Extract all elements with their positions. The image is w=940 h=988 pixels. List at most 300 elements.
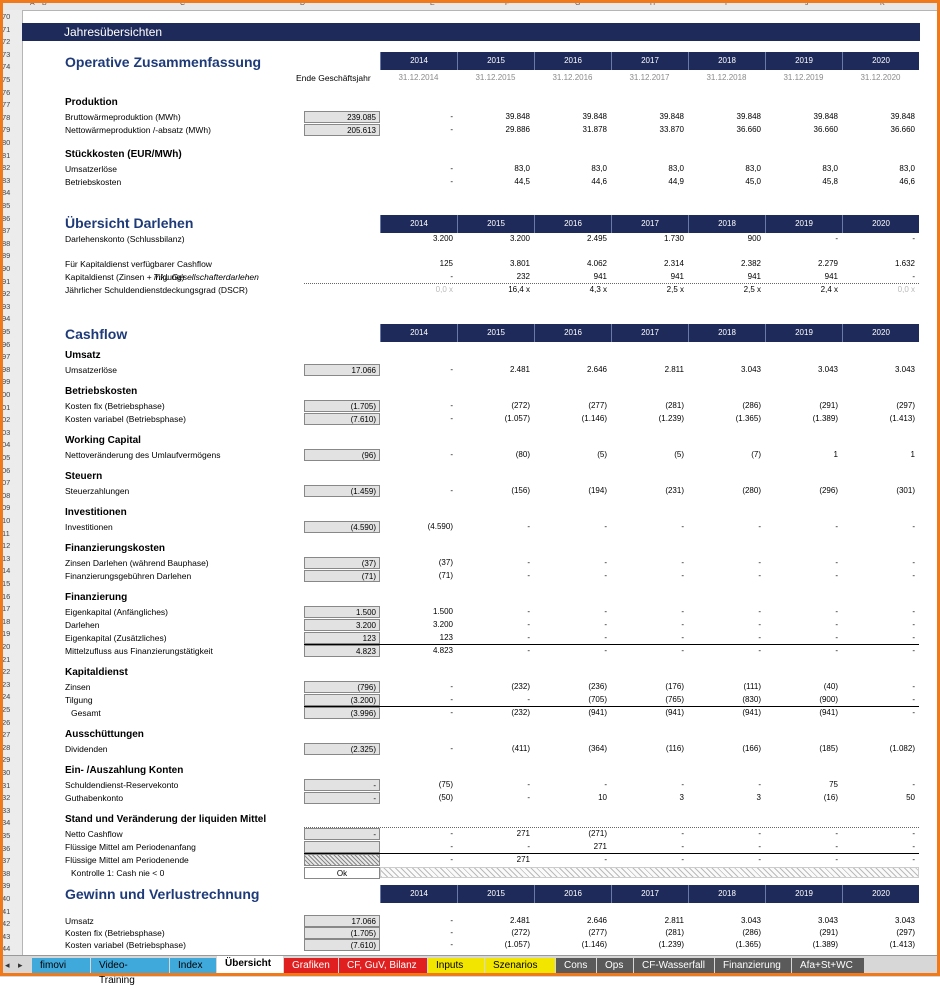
- value-cell[interactable]: 3.801: [509, 259, 530, 268]
- value-cell[interactable]: -: [758, 607, 761, 616]
- input-cell[interactable]: 1.500: [304, 606, 380, 618]
- value-cell[interactable]: 46,6: [899, 177, 915, 186]
- row-number[interactable]: 97: [2, 352, 11, 362]
- value-cell[interactable]: 1.500: [432, 607, 453, 616]
- input-cell[interactable]: (4.590): [304, 521, 380, 533]
- value-cell[interactable]: -: [912, 780, 915, 789]
- value-cell[interactable]: (1.239): [658, 940, 684, 949]
- value-cell[interactable]: 44,5: [514, 177, 530, 186]
- value-cell[interactable]: -: [835, 842, 838, 851]
- value-cell[interactable]: (1.365): [735, 414, 761, 423]
- sheet-tab[interactable]: fimovi: [32, 958, 90, 973]
- row-number[interactable]: 00: [2, 390, 11, 399]
- row-number[interactable]: 85: [2, 201, 11, 210]
- value-cell[interactable]: (291): [819, 928, 838, 937]
- row-number[interactable]: 34: [2, 818, 11, 828]
- input-cell[interactable]: 239.085: [304, 111, 380, 123]
- value-cell[interactable]: -: [835, 633, 838, 642]
- value-cell[interactable]: 4,3 x: [589, 285, 607, 294]
- value-cell[interactable]: 3.043: [740, 365, 761, 374]
- value-cell[interactable]: 2.314: [663, 259, 684, 268]
- value-cell[interactable]: (71): [438, 571, 453, 580]
- input-cell[interactable]: (7.610): [304, 413, 380, 425]
- input-cell[interactable]: Ok: [304, 867, 380, 879]
- row-number[interactable]: 37: [2, 856, 11, 866]
- value-cell[interactable]: 83,0: [822, 164, 838, 173]
- input-cell[interactable]: 17.066: [304, 915, 380, 927]
- value-cell[interactable]: 941: [593, 272, 607, 281]
- sheet-tab[interactable]: Grafiken: [284, 958, 338, 973]
- row-number[interactable]: 94: [2, 314, 11, 324]
- value-cell[interactable]: 29.886: [505, 125, 530, 134]
- value-cell[interactable]: (411): [511, 744, 530, 753]
- row-number[interactable]: 41: [2, 906, 11, 916]
- value-cell[interactable]: (900): [819, 695, 838, 704]
- row-number[interactable]: 32: [2, 793, 11, 803]
- row-number[interactable]: 26: [2, 717, 11, 727]
- value-cell[interactable]: 3.043: [817, 365, 838, 374]
- input-cell[interactable]: (71): [304, 570, 380, 582]
- value-cell[interactable]: 3: [679, 793, 684, 802]
- value-cell[interactable]: -: [758, 522, 761, 531]
- row-number[interactable]: 31: [2, 780, 11, 790]
- value-cell[interactable]: 39.848: [582, 112, 607, 121]
- value-cell[interactable]: -: [604, 571, 607, 580]
- value-cell[interactable]: 83,0: [668, 164, 684, 173]
- value-cell[interactable]: (1.057): [504, 414, 530, 423]
- input-cell[interactable]: (7.610): [304, 939, 380, 951]
- value-cell[interactable]: (1.389): [812, 940, 838, 949]
- value-cell[interactable]: (941): [819, 708, 838, 717]
- value-cell[interactable]: (301): [896, 486, 915, 495]
- row-number[interactable]: 14: [2, 566, 11, 576]
- value-cell[interactable]: -: [835, 571, 838, 580]
- value-cell[interactable]: -: [450, 177, 453, 186]
- row-number[interactable]: 35: [2, 831, 11, 840]
- value-cell[interactable]: -: [912, 708, 915, 717]
- row-number[interactable]: 22: [2, 667, 11, 677]
- row-number[interactable]: 12: [2, 541, 11, 551]
- value-cell[interactable]: 31.878: [582, 125, 607, 134]
- row-number[interactable]: 27: [2, 730, 11, 740]
- value-cell[interactable]: 45,0: [745, 177, 761, 186]
- row-number[interactable]: 30: [2, 768, 11, 777]
- input-cell[interactable]: (3.200): [304, 694, 380, 706]
- value-cell[interactable]: -: [835, 646, 838, 655]
- value-cell[interactable]: -: [604, 780, 607, 789]
- value-cell[interactable]: -: [450, 855, 453, 864]
- value-cell[interactable]: -: [681, 780, 684, 789]
- sheet-tab[interactable]: Finanzierung: [715, 958, 791, 973]
- value-cell[interactable]: 2.646: [586, 365, 607, 374]
- value-cell[interactable]: -: [527, 695, 530, 704]
- value-cell[interactable]: (80): [515, 450, 530, 459]
- sheet-tab[interactable]: Cons: [556, 958, 596, 973]
- value-cell[interactable]: -: [450, 682, 453, 691]
- value-cell[interactable]: -: [912, 607, 915, 616]
- value-cell[interactable]: 1: [833, 450, 838, 459]
- column-letter[interactable]: E: [430, 0, 435, 7]
- row-number[interactable]: 81: [2, 150, 11, 160]
- sheet-tab[interactable]: Szenarios: [485, 958, 555, 973]
- value-cell[interactable]: 271: [593, 842, 607, 851]
- value-cell[interactable]: -: [758, 571, 761, 580]
- sheet-tab[interactable]: Ops: [597, 958, 633, 973]
- value-cell[interactable]: -: [681, 522, 684, 531]
- row-number[interactable]: 23: [2, 679, 11, 689]
- value-cell[interactable]: -: [912, 633, 915, 642]
- row-number[interactable]: 42: [2, 919, 11, 929]
- value-cell[interactable]: -: [604, 607, 607, 616]
- value-cell[interactable]: 39.848: [736, 112, 761, 121]
- value-cell[interactable]: (236): [588, 682, 607, 691]
- value-cell[interactable]: (75): [438, 780, 453, 789]
- column-letter[interactable]: B: [42, 0, 47, 7]
- value-cell[interactable]: -: [758, 829, 761, 838]
- row-number[interactable]: 39: [2, 881, 11, 891]
- value-cell[interactable]: -: [527, 620, 530, 629]
- value-cell[interactable]: (232): [511, 708, 530, 717]
- value-cell[interactable]: 4.062: [586, 259, 607, 268]
- value-cell[interactable]: 44,9: [668, 177, 684, 186]
- value-cell[interactable]: -: [681, 558, 684, 567]
- value-cell[interactable]: 941: [747, 272, 761, 281]
- sheet-tab[interactable]: Übersicht: [217, 956, 283, 975]
- value-cell[interactable]: (291): [819, 401, 838, 410]
- row-number[interactable]: 15: [2, 579, 11, 588]
- column-letter[interactable]: K: [880, 0, 885, 7]
- row-number[interactable]: 01: [2, 402, 11, 412]
- value-cell[interactable]: 2.495: [586, 234, 607, 243]
- value-cell[interactable]: (941): [665, 708, 684, 717]
- sheet-tab[interactable]: Afa+St+WC: [792, 958, 864, 973]
- value-cell[interactable]: -: [450, 695, 453, 704]
- value-cell[interactable]: (1.146): [581, 414, 607, 423]
- value-cell[interactable]: -: [912, 620, 915, 629]
- value-cell[interactable]: -: [758, 620, 761, 629]
- value-cell[interactable]: (286): [742, 401, 761, 410]
- value-cell[interactable]: 3.043: [894, 365, 915, 374]
- row-number[interactable]: 88: [2, 238, 11, 248]
- row-number[interactable]: 90: [2, 264, 11, 273]
- value-cell[interactable]: (16): [823, 793, 838, 802]
- value-cell[interactable]: (1.389): [812, 414, 838, 423]
- row-number[interactable]: 16: [2, 591, 11, 601]
- input-cell[interactable]: 3.200: [304, 619, 380, 631]
- column-letter[interactable]: I: [725, 0, 727, 7]
- value-cell[interactable]: -: [912, 829, 915, 838]
- value-cell[interactable]: (296): [819, 486, 838, 495]
- row-number[interactable]: 38: [2, 868, 11, 878]
- value-cell[interactable]: -: [912, 522, 915, 531]
- row-number[interactable]: 10: [2, 516, 11, 525]
- value-cell[interactable]: (1.146): [581, 940, 607, 949]
- value-cell[interactable]: -: [450, 486, 453, 495]
- input-cell[interactable]: -: [304, 828, 380, 840]
- row-number[interactable]: 36: [2, 843, 11, 853]
- value-cell[interactable]: (1.057): [504, 940, 530, 949]
- row-number[interactable]: 24: [2, 692, 11, 702]
- value-cell[interactable]: -: [758, 646, 761, 655]
- value-cell[interactable]: -: [912, 646, 915, 655]
- row-number[interactable]: 09: [2, 503, 11, 513]
- row-number[interactable]: 18: [2, 616, 11, 626]
- row-number[interactable]: 19: [2, 629, 11, 639]
- value-cell[interactable]: -: [450, 928, 453, 937]
- value-cell[interactable]: -: [681, 607, 684, 616]
- value-cell[interactable]: -: [450, 940, 453, 949]
- value-cell[interactable]: -: [912, 855, 915, 864]
- value-cell[interactable]: (277): [588, 401, 607, 410]
- value-cell[interactable]: -: [450, 112, 453, 121]
- value-cell[interactable]: -: [758, 558, 761, 567]
- column-letter[interactable]: C: [180, 0, 186, 7]
- value-cell[interactable]: 3.043: [894, 916, 915, 925]
- next-sheet-icon[interactable]: ▸: [18, 960, 23, 970]
- value-cell[interactable]: 3.200: [432, 234, 453, 243]
- row-number[interactable]: 76: [2, 87, 11, 97]
- value-cell[interactable]: -: [912, 234, 915, 243]
- value-cell[interactable]: 83,0: [514, 164, 530, 173]
- value-cell[interactable]: -: [450, 744, 453, 753]
- value-cell[interactable]: -: [450, 164, 453, 173]
- value-cell[interactable]: -: [604, 855, 607, 864]
- value-cell[interactable]: -: [681, 842, 684, 851]
- value-cell[interactable]: -: [527, 571, 530, 580]
- value-cell[interactable]: 39.848: [659, 112, 684, 121]
- value-cell[interactable]: (232): [511, 682, 530, 691]
- value-cell[interactable]: (765): [665, 695, 684, 704]
- value-cell[interactable]: -: [450, 708, 453, 717]
- row-number[interactable]: 25: [2, 705, 11, 714]
- value-cell[interactable]: (297): [896, 928, 915, 937]
- value-cell[interactable]: -: [604, 620, 607, 629]
- input-cell[interactable]: (2.325): [304, 743, 380, 755]
- value-cell[interactable]: 33.870: [659, 125, 684, 134]
- row-number[interactable]: 06: [2, 465, 11, 475]
- row-number[interactable]: 92: [2, 289, 11, 299]
- value-cell[interactable]: 232: [516, 272, 530, 281]
- value-cell[interactable]: (40): [823, 682, 838, 691]
- value-cell[interactable]: (7): [751, 450, 761, 459]
- sheet-tab[interactable]: CF, GuV, Bilanz: [339, 958, 427, 973]
- value-cell[interactable]: 2.279: [817, 259, 838, 268]
- value-cell[interactable]: (281): [665, 928, 684, 937]
- value-cell[interactable]: (364): [588, 744, 607, 753]
- input-cell[interactable]: 17.066: [304, 364, 380, 376]
- row-number[interactable]: 02: [2, 415, 11, 425]
- value-cell[interactable]: 0,0 x: [897, 285, 915, 294]
- column-letter[interactable]: G: [575, 0, 581, 7]
- row-number[interactable]: 83: [2, 175, 11, 185]
- row-number[interactable]: 21: [2, 654, 11, 664]
- sheet-tab[interactable]: Inputs: [428, 958, 484, 973]
- value-cell[interactable]: -: [835, 829, 838, 838]
- column-letter[interactable]: A: [30, 0, 35, 7]
- value-cell[interactable]: (156): [511, 486, 530, 495]
- value-cell[interactable]: -: [681, 571, 684, 580]
- value-cell[interactable]: 4.823: [432, 646, 453, 655]
- row-number[interactable]: 29: [2, 755, 11, 765]
- value-cell[interactable]: 3.043: [740, 916, 761, 925]
- value-cell[interactable]: 2.481: [509, 365, 530, 374]
- row-number[interactable]: 73: [2, 49, 11, 59]
- value-cell[interactable]: -: [604, 633, 607, 642]
- value-cell[interactable]: -: [912, 571, 915, 580]
- value-cell[interactable]: -: [450, 365, 453, 374]
- worksheet[interactable]: [22, 10, 940, 955]
- value-cell[interactable]: 125: [439, 259, 453, 268]
- value-cell[interactable]: 2,5 x: [743, 285, 761, 294]
- value-cell[interactable]: (1.413): [889, 414, 915, 423]
- value-cell[interactable]: -: [912, 695, 915, 704]
- row-number[interactable]: 11: [2, 528, 10, 538]
- value-cell[interactable]: -: [450, 401, 453, 410]
- value-cell[interactable]: (1.239): [658, 414, 684, 423]
- value-cell[interactable]: (830): [742, 695, 761, 704]
- row-number[interactable]: 33: [2, 805, 11, 815]
- value-cell[interactable]: 0,0 x: [435, 285, 453, 294]
- value-cell[interactable]: 44,6: [591, 177, 607, 186]
- value-cell[interactable]: 83,0: [899, 164, 915, 173]
- value-cell[interactable]: (271): [588, 829, 607, 838]
- value-cell[interactable]: 36.660: [813, 125, 838, 134]
- value-cell[interactable]: -: [835, 855, 838, 864]
- value-cell[interactable]: (1.082): [889, 744, 915, 753]
- value-cell[interactable]: -: [527, 633, 530, 642]
- value-cell[interactable]: 271: [516, 855, 530, 864]
- value-cell[interactable]: (166): [742, 744, 761, 753]
- value-cell[interactable]: -: [912, 558, 915, 567]
- value-cell[interactable]: 1.730: [663, 234, 684, 243]
- value-cell[interactable]: 45,8: [822, 177, 838, 186]
- value-cell[interactable]: 2.481: [509, 916, 530, 925]
- value-cell[interactable]: -: [681, 829, 684, 838]
- value-cell[interactable]: (185): [819, 744, 838, 753]
- value-cell[interactable]: -: [450, 916, 453, 925]
- value-cell[interactable]: (1.365): [735, 940, 761, 949]
- row-number[interactable]: 82: [2, 163, 11, 173]
- value-cell[interactable]: -: [912, 682, 915, 691]
- row-number[interactable]: 71: [2, 24, 11, 34]
- value-cell[interactable]: 2,5 x: [666, 285, 684, 294]
- row-number[interactable]: 43: [2, 931, 11, 941]
- value-cell[interactable]: -: [835, 522, 838, 531]
- input-cell[interactable]: (1.705): [304, 400, 380, 412]
- value-cell[interactable]: 3.200: [432, 620, 453, 629]
- input-cell[interactable]: (1.459): [304, 485, 380, 497]
- value-cell[interactable]: (37): [438, 558, 453, 567]
- value-cell[interactable]: (941): [742, 708, 761, 717]
- value-cell[interactable]: (50): [438, 793, 453, 802]
- input-cell[interactable]: -: [304, 779, 380, 791]
- value-cell[interactable]: 2.646: [586, 916, 607, 925]
- row-number[interactable]: 78: [2, 112, 11, 122]
- row-number[interactable]: 44: [2, 944, 11, 954]
- value-cell[interactable]: -: [758, 842, 761, 851]
- value-cell[interactable]: 2.811: [664, 365, 684, 374]
- input-cell[interactable]: -: [304, 792, 380, 804]
- value-cell[interactable]: -: [758, 780, 761, 789]
- value-cell[interactable]: -: [450, 125, 453, 134]
- value-cell[interactable]: -: [835, 620, 838, 629]
- row-number[interactable]: 91: [2, 276, 11, 286]
- value-cell[interactable]: -: [604, 558, 607, 567]
- value-cell[interactable]: (941): [588, 708, 607, 717]
- row-number[interactable]: 13: [2, 553, 11, 563]
- sheet-tab[interactable]: Index: [170, 958, 216, 973]
- column-letter[interactable]: F: [505, 0, 510, 7]
- value-cell[interactable]: (5): [674, 450, 684, 459]
- row-number[interactable]: 08: [2, 490, 11, 500]
- value-cell[interactable]: 2,4 x: [820, 285, 838, 294]
- value-cell[interactable]: (277): [588, 928, 607, 937]
- value-cell[interactable]: (297): [896, 401, 915, 410]
- value-cell[interactable]: (280): [742, 486, 761, 495]
- value-cell[interactable]: -: [527, 842, 530, 851]
- row-number[interactable]: 05: [2, 453, 11, 462]
- value-cell[interactable]: 39.848: [813, 112, 838, 121]
- input-cell[interactable]: 123: [304, 632, 380, 644]
- value-cell[interactable]: -: [527, 558, 530, 567]
- column-letter[interactable]: J: [805, 0, 809, 7]
- value-cell[interactable]: 83,0: [591, 164, 607, 173]
- value-cell[interactable]: (272): [511, 401, 530, 410]
- row-number[interactable]: 03: [2, 427, 11, 437]
- value-cell[interactable]: -: [527, 646, 530, 655]
- value-cell[interactable]: -: [758, 633, 761, 642]
- value-cell[interactable]: (176): [665, 682, 684, 691]
- row-number[interactable]: 28: [2, 742, 11, 752]
- value-cell[interactable]: -: [450, 842, 453, 851]
- value-cell[interactable]: 50: [906, 793, 915, 802]
- value-cell[interactable]: (4.590): [427, 522, 453, 531]
- value-cell[interactable]: (705): [588, 695, 607, 704]
- value-cell[interactable]: 3: [756, 793, 761, 802]
- value-cell[interactable]: 1.632: [894, 259, 915, 268]
- value-cell[interactable]: -: [527, 793, 530, 802]
- value-cell[interactable]: -: [912, 272, 915, 281]
- row-number[interactable]: 84: [2, 188, 11, 198]
- row-number[interactable]: 87: [2, 226, 11, 236]
- row-number[interactable]: 79: [2, 125, 11, 135]
- row-number[interactable]: 98: [2, 364, 11, 374]
- value-cell[interactable]: -: [681, 620, 684, 629]
- value-cell[interactable]: 36.660: [736, 125, 761, 134]
- value-cell[interactable]: -: [527, 522, 530, 531]
- row-number[interactable]: 96: [2, 339, 11, 349]
- input-cell[interactable]: 205.613: [304, 124, 380, 136]
- input-cell[interactable]: (796): [304, 681, 380, 693]
- input-cell[interactable]: (96): [304, 449, 380, 461]
- value-cell[interactable]: -: [604, 522, 607, 531]
- row-number[interactable]: 72: [2, 37, 11, 47]
- value-cell[interactable]: -: [450, 829, 453, 838]
- value-cell[interactable]: 2.382: [740, 259, 761, 268]
- row-number[interactable]: 95: [2, 327, 11, 336]
- value-cell[interactable]: -: [681, 633, 684, 642]
- value-cell[interactable]: -: [450, 414, 453, 423]
- row-number[interactable]: 40: [2, 894, 11, 903]
- value-cell[interactable]: -: [758, 855, 761, 864]
- value-cell[interactable]: 2.811: [664, 916, 684, 925]
- value-cell[interactable]: 10: [598, 793, 607, 802]
- value-cell[interactable]: -: [681, 646, 684, 655]
- column-letter[interactable]: D: [300, 0, 306, 7]
- value-cell[interactable]: -: [912, 842, 915, 851]
- value-cell[interactable]: 75: [829, 780, 838, 789]
- row-number[interactable]: 04: [2, 440, 11, 450]
